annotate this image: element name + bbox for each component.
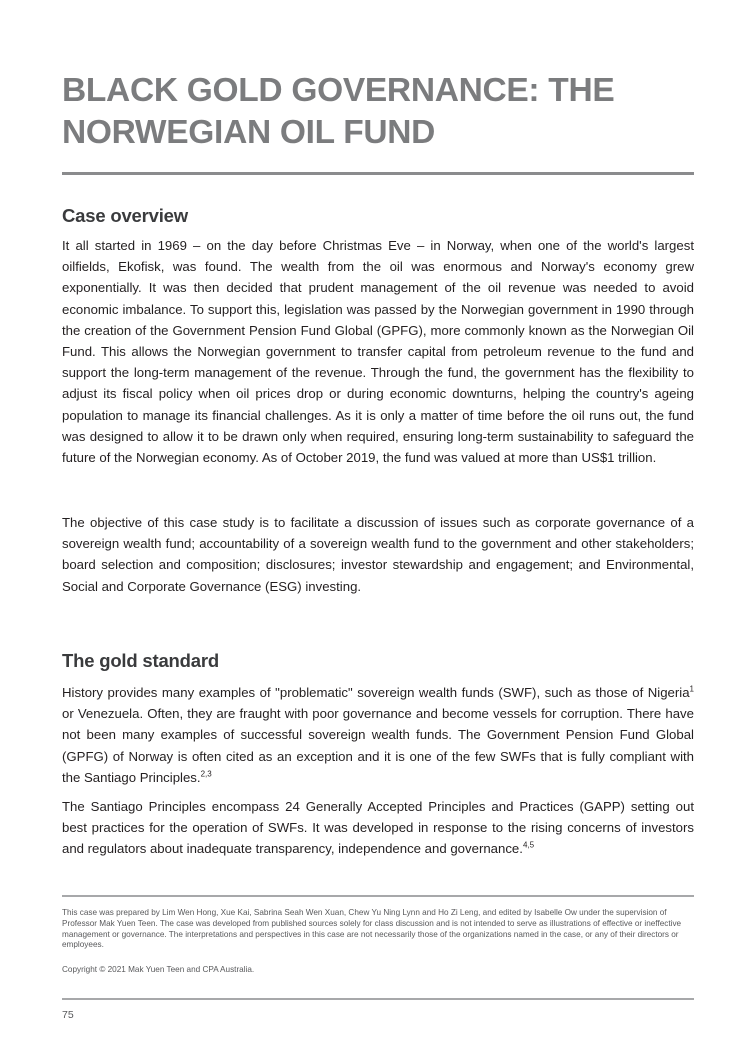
- page-number: 75: [62, 1009, 74, 1021]
- gold-paragraph-1: [62, 682, 694, 788]
- document-title: BLACK GOLD GOVERNANCE: THE NORWEGIAN OIL FUND: [62, 72, 615, 151]
- overview-paragraph-1: It all started in 1969 – on the day before Christmas Eve – in Norway, when one of the world's largest oilfields, Ekofisk, was found. The wealth from the oil was enormous and Norway's economy grew exponentially. It was then decided that prudent management of the oil revenue was needed to avoid economic imbalance. To support this, legislation was passed by the Norwegian government in 1990 through the creation of the Government Pension Fund Global (GPFG), more commonly known as the Norwegian Oil Fund. This allows the Norwegian government to transfer capital from petroleum revenue to the fund and support the long-term management of the revenue. Through the fund, the government has the flexibility to adjust its fiscal policy when oil prices drop or during economic downturns, helping the country's ageing population to manage its financial challenges. As it is only a matter of time before the oil runs out, the fund was designed to allow it to be drawn only when required, ensuring long-term sustainability to safeguard the future of the Norwegian economy. As of October 2019, the fund was valued at more than US$1 trillion.: [62, 238, 694, 466]
- footnote-ref-1: 1: [689, 684, 694, 694]
- gold-paragraph-2: [62, 796, 694, 860]
- overview-paragraph-2: The objective of this case study is to facilitate a discussion of issues such as corporate governance of a sovereign wealth fund; accountability of a sovereign wealth fund to the government and other stakeholders; board selection and composition; disclosures; investor stewardship and engagement; and Environmental, Social and Corporate Governance (ESG) investing.: [62, 515, 694, 594]
- section-heading-gold-standard: The gold standard: [62, 650, 219, 671]
- gold-paragraph-1-text-a: History provides many examples of "problematic" sovereign wealth funds (SWF), such as those of Nigeria: [62, 685, 690, 700]
- gold-paragraph-1-text-b: or Venezuela. Often, they are fraught with poor governance and become vessels for corruption. There have not been many examples of successful sovereign wealth funds. The Government Pension Fund Global (GPFG) of Norway is often cited as an exception and it is one of the few SWFs that is fully compliant with the Santiago Principles.: [62, 706, 694, 785]
- title-divider: [62, 172, 694, 175]
- page-footer-divider: [62, 998, 694, 1000]
- section-heading-case-overview: Case overview: [62, 205, 188, 226]
- gold-paragraph-2-text: The Santiago Principles encompass 24 Generally Accepted Principles and Practices (GAPP) setting out best practices for the operation of SWFs. It was developed in response to the rising concerns of investors and regulators about inadequate transparency, independence and governance.: [62, 799, 694, 857]
- case-footnote: This case was prepared by Lim Wen Hong, Xue Kai, Sabrina Seah Wen Xuan, Chew Yu Ning Lynn and Ho Zi Leng, and edited by Isabelle Ow under the supervision of Professor Mak Yuen Teen. The case was developed from published sources solely for class discussion and is not intended to serve as illustrations of effective or ineffective management or governance. The interpretations and perspectives in this case are not necessarily those of the organizations named in the case, or any of their directors or employees.: [62, 908, 682, 950]
- footnote-divider: [62, 895, 694, 897]
- footnote-ref-2-3: 2,3: [200, 769, 212, 779]
- copyright-notice: Copyright © 2021 Mak Yuen Teen and CPA Australia.: [62, 965, 255, 974]
- footnote-ref-4-5: 4,5: [522, 841, 535, 851]
